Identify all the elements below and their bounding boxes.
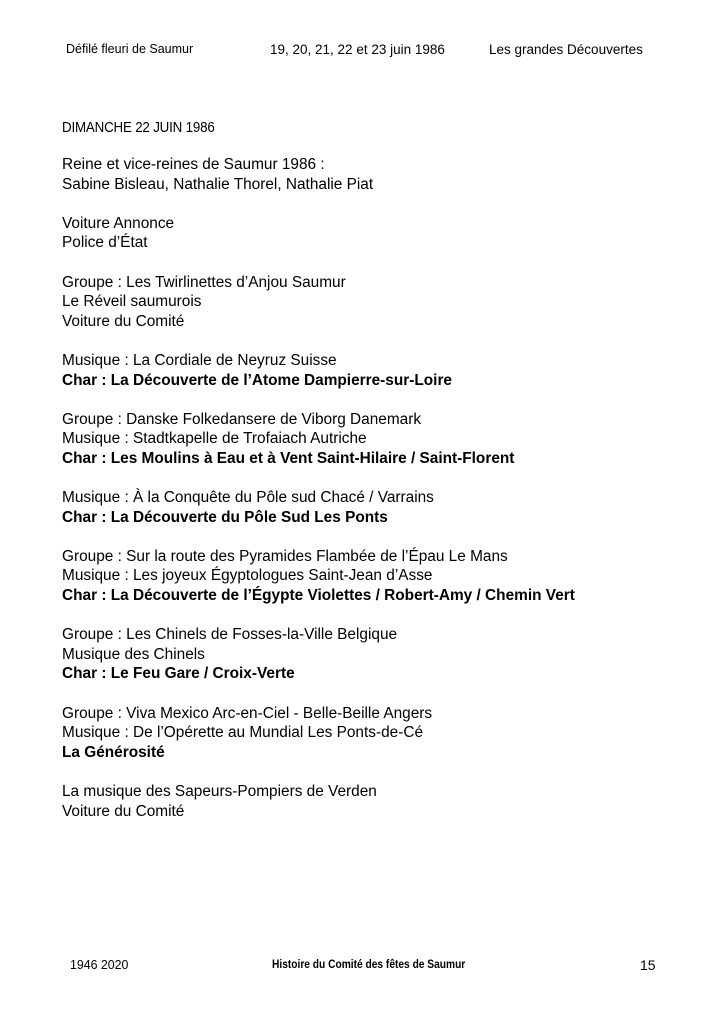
- program-line: Groupe : Les Twirlinettes d’Anjou Saumur: [62, 273, 346, 291]
- program-line: Musique des Chinels: [62, 645, 205, 663]
- page-number: 15: [640, 957, 656, 973]
- header-title: Défilé fleuri de Saumur: [66, 42, 194, 56]
- program-line: Sabine Bisleau, Nathalie Thorel, Nathalie Piat: [62, 175, 374, 193]
- program-line: Groupe : Viva Mexico Arc-en-Ciel - Belle-Beille Angers: [62, 704, 433, 722]
- program-block: [62, 155, 702, 194]
- header-theme: Les grandes Découvertes: [489, 42, 643, 57]
- program-line: Musique : À la Conquête du Pôle sud Chacé / Varrains: [62, 489, 434, 507]
- program-line: Musique : De l’Opérette au Mundial Les Ponts-de-Cé: [62, 724, 424, 742]
- program-line: Reine et vice-reines de Saumur 1986 :: [62, 156, 325, 173]
- program-line: Le Réveil saumurois: [62, 293, 202, 311]
- header-dates: 19, 20, 21, 22 et 23 juin 1986: [270, 42, 445, 57]
- parade-program: [62, 155, 702, 841]
- program-block: [62, 547, 702, 606]
- float-line: Char : La Découverte de l’Atome Dampierre-sur-Loire: [62, 371, 452, 389]
- program-line: Groupe : Danske Folkedansere de Viborg Danemark: [62, 410, 422, 428]
- program-line: Musique : La Cordiale de Neyruz Suisse: [62, 351, 337, 369]
- program-block: [62, 351, 702, 390]
- program-line: Musique : Stadtkapelle de Trofaiach Autriche: [62, 430, 367, 448]
- program-line: Groupe : Les Chinels de Fosses-la-Ville Belgique: [62, 626, 398, 644]
- program-block: [62, 273, 702, 332]
- program-line: Musique : Les joyeux Égyptologues Saint-Jean d’Asse: [62, 567, 433, 585]
- program-block: [62, 625, 702, 684]
- program-block: [62, 488, 702, 527]
- program-line: Groupe : Sur la route des Pyramides Flambée de l’Épau Le Mans: [62, 547, 508, 565]
- program-line: Voiture Annonce: [62, 214, 175, 232]
- program-line: La musique des Sapeurs-Pompiers de Verden: [62, 783, 377, 800]
- program-line: Police d’État: [62, 234, 148, 252]
- program-line: Voiture du Comité: [62, 802, 185, 820]
- program-block: [62, 410, 702, 469]
- program-block: [62, 214, 702, 253]
- program-line: Voiture du Comité: [62, 312, 185, 330]
- float-line: Char : Le Feu Gare / Croix-Verte: [62, 665, 295, 683]
- float-line: Char : La Découverte de l’Égypte Violettes / Robert-Amy / Chemin Vert: [62, 587, 575, 605]
- footer-book-title: Histoire du Comité des fêtes de Saumur: [272, 957, 466, 971]
- program-block: [62, 782, 702, 821]
- float-line: Char : La Découverte du Pôle Sud Les Ponts: [62, 508, 388, 526]
- float-line: Char : Les Moulins à Eau et à Vent Saint-Hilaire / Saint-Florent: [62, 449, 515, 467]
- footer-years: 1946 2020: [70, 957, 129, 972]
- program-block: [62, 704, 702, 763]
- date-heading: DIMANCHE 22 JUIN 1986: [62, 120, 215, 136]
- float-line: La Générosité: [62, 743, 165, 761]
